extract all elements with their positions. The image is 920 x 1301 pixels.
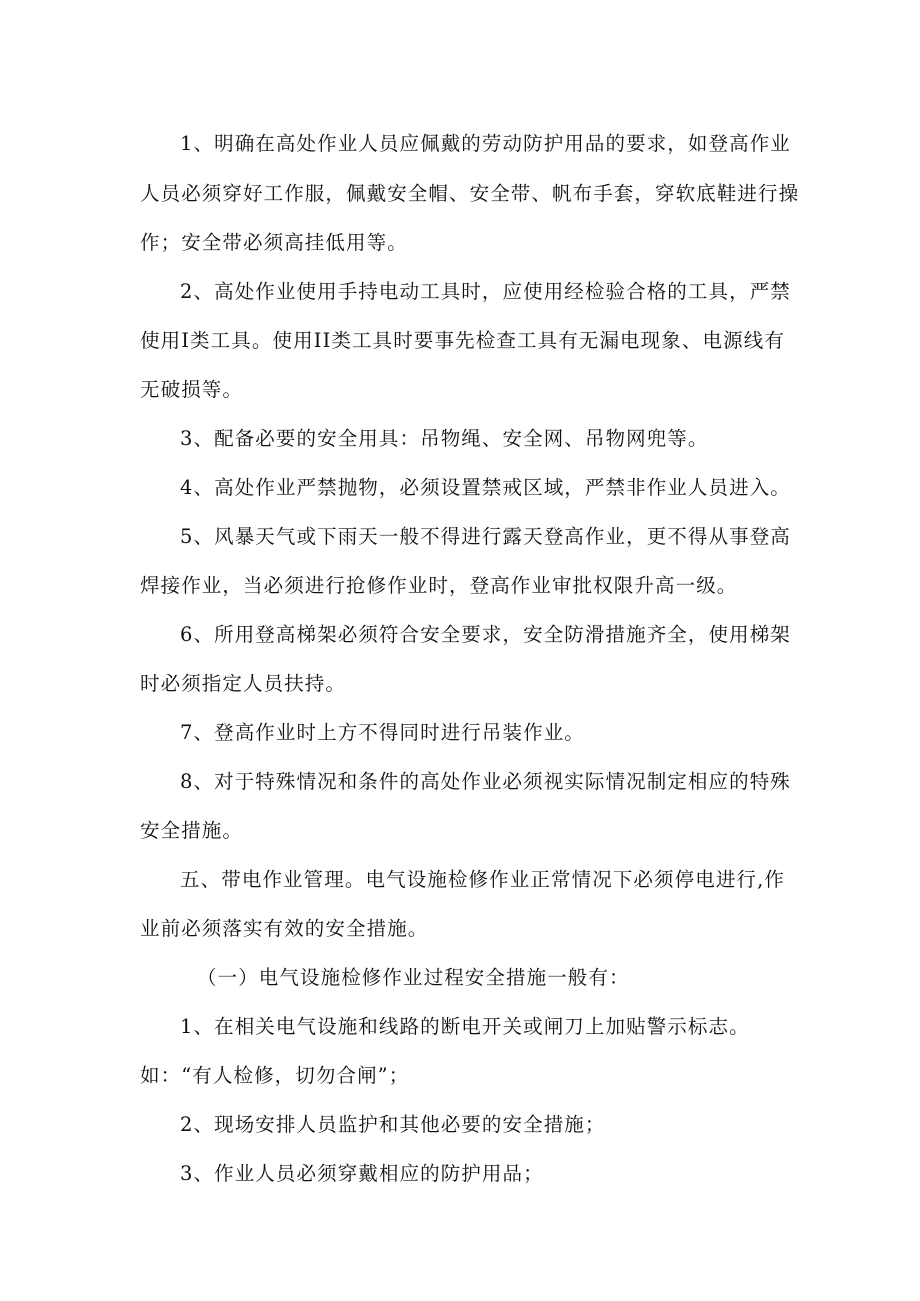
section-5-heading-line-2: 业前必须落实有效的安全措施。 [140, 917, 429, 940]
item-1-line-2: 人员必须穿好工作服，佩戴安全帽、安全带、帆布手套，穿软底鞋进行操 [140, 182, 800, 205]
measure-1-line-1: 1、在相关电气设施和线路的断电开关或闸刀上加贴警示标志。 [180, 1015, 750, 1038]
item-1-line-1: 1、明确在高处作业人员应佩戴的劳动防护用品的要求，如登高作业 [180, 132, 791, 155]
item-4: 4、高处作业严禁抛物，必须设置禁戒区域，严禁非作业人员进入。 [180, 476, 791, 499]
item-2-line-1: 2、高处作业使用手持电动工具时，应使用经检验合格的工具，严禁 [180, 280, 791, 303]
item-1-line-3: 作；安全带必须高挂低用等。 [140, 231, 408, 254]
item-5-line-2: 焊接作业，当必须进行抢修作业时，登高作业审批权限升高一级。 [140, 574, 738, 597]
item-2-line-2: 使用I类工具。使用II类工具时要事先检查工具有无漏电现象、电源线有 [140, 329, 785, 352]
section-5-heading-line-1: 五、带电作业管理。电气设施检修作业正常情况下必须停电进行,作 [180, 868, 785, 891]
item-6-line-1: 6、所用登高梯架必须符合安全要求，安全防滑措施齐全，使用梯架 [180, 623, 791, 646]
item-2-line-3: 无破损等。 [140, 378, 244, 401]
measure-3: 3、作业人员必须穿戴相应的防护用品； [180, 1162, 544, 1185]
measure-2: 2、现场安排人员监护和其他必要的安全措施； [180, 1113, 606, 1136]
item-8-line-1: 8、对于特殊情况和条件的高处作业必须视实际情况制定相应的特殊 [180, 770, 791, 793]
measure-1-line-2: 如：“有人检修，切勿合闸”； [140, 1064, 410, 1087]
item-3: 3、配备必要的安全用具：吊物绳、安全网、吊物网兜等。 [180, 427, 709, 450]
item-5-line-1: 5、风暴天气或下雨天一般不得进行露天登高作业，更不得从事登高 [180, 525, 791, 548]
item-7: 7、登高作业时上方不得同时进行吊装作业。 [180, 721, 585, 744]
item-8-line-2: 安全措施。 [140, 819, 244, 842]
item-6-line-2: 时必须指定人员扶持。 [140, 672, 347, 695]
subsection-1-heading: （一）电气设施检修作业过程安全措施一般有： [197, 966, 630, 989]
